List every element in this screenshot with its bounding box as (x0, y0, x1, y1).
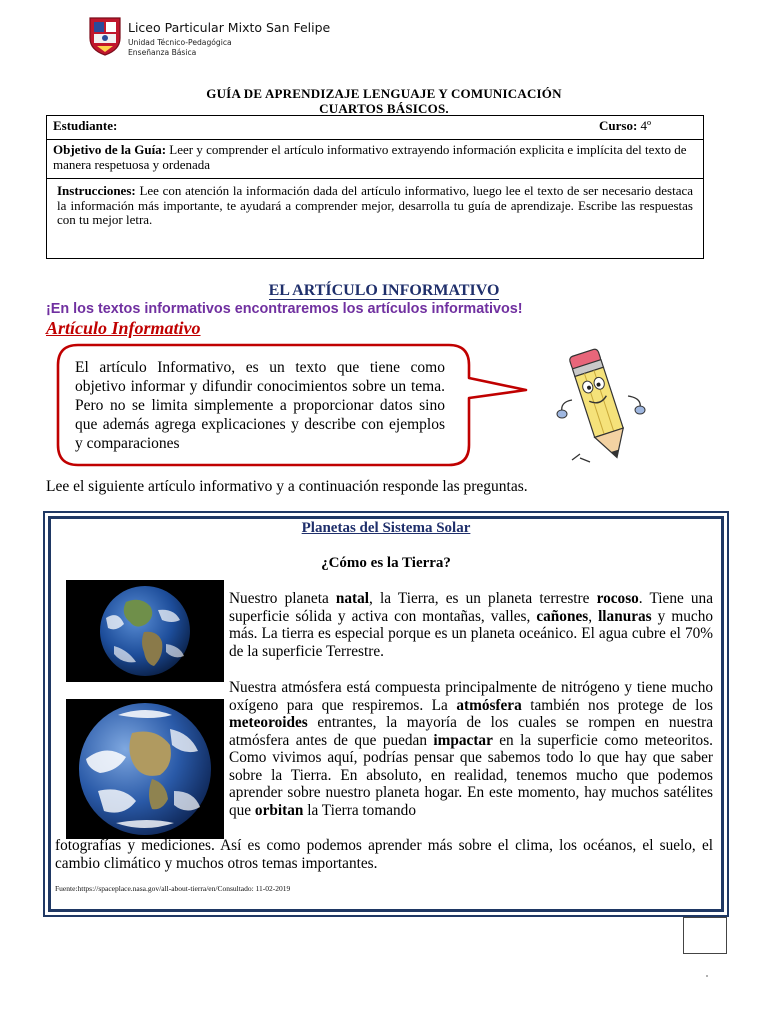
article-title-text: Planetas del Sistema Solar (301, 520, 471, 536)
page-dot (706, 975, 708, 977)
course-cell (599, 119, 651, 134)
text-run: , (588, 607, 599, 625)
student-row (47, 116, 703, 139)
bold-term: rocoso (596, 590, 639, 607)
objective-text: Leer y comprender el artículo informativo extrayendo información explicita e implícita del texto de manera respetuosa y ordenada (53, 142, 687, 172)
guide-title-line1: GUÍA DE APRENDIZAJE LENGUAJE Y COMUNICACIÓN (206, 86, 562, 101)
school-name: Liceo Particular Mixto San Felipe (128, 20, 331, 35)
text-run: . Tiene una superficie sólida y activa con montañas, valles, (229, 590, 713, 625)
school-level: Enseñanza Básica (128, 48, 197, 57)
info-table (46, 115, 704, 259)
definition-heading: Artículo Informativo (46, 318, 201, 338)
text-run: la Tierra tomando (303, 801, 416, 819)
section-title-text: EL ARTÍCULO INFORMATIVO (268, 282, 500, 299)
instructions-row (47, 178, 703, 258)
article-source: Fuente:https://spaceplace.nasa.gov/all-about-tierra/en/Consultado: 11-02-2019 (55, 884, 291, 893)
bold-term: orbitan (254, 801, 304, 819)
article-paragraph-2-continued: fotografías y mediciones. Así es como podemos aprender más sobre el clima, los océanos, el suelo, el cambio climático y muchos otros temas importantes. (55, 837, 713, 872)
text-run: Nuestra atmósfera está compuesta principalmente de nitrógeno y tiene mucho oxígeno para que respiremos. La (229, 679, 713, 714)
bold-term: cañones (536, 607, 589, 625)
text-run: , la Tierra, es un planeta terrestre (369, 590, 597, 607)
pencil-mascot-icon (550, 340, 650, 464)
school-unit: Unidad Técnico-Pedagógica (128, 38, 232, 47)
corner-box (683, 917, 727, 954)
bold-term: meteoroides (229, 714, 308, 731)
bold-term: natal (335, 590, 370, 607)
earth-image (66, 699, 224, 839)
article-paragraph-2 (229, 679, 713, 819)
course-value: 4º (640, 118, 652, 133)
article-title (48, 520, 724, 537)
earth-image (66, 580, 224, 682)
text-run: entrantes, la mayoría de los cuales se rompen en nuestra atmósfera antes de que puedan (229, 714, 713, 749)
objective-row (47, 139, 703, 178)
text-run: Nuestro planeta (229, 590, 336, 607)
instructions-label: Instrucciones: (57, 183, 136, 198)
school-crest-logo (88, 16, 122, 56)
read-prompt: Lee el siguiente artículo informativo y a continuación responde las preguntas. (46, 478, 528, 495)
course-label: Curso: (599, 118, 638, 133)
article-paragraph-1 (229, 590, 713, 660)
bold-term: atmósfera (456, 696, 522, 714)
bold-term: llanuras (598, 607, 652, 625)
article-subtitle: ¿Cómo es la Tierra? (321, 555, 451, 571)
text-run: y mucho más. La tierra es especial porque es un planeta oceánico. El agua cubre el 70% de la superficie Terrestre. (229, 607, 713, 660)
instructions-text: Lee con atención la información dada del artículo informativo, luego lee el texto de ser necesario destaca la información más importante, te ayudará a comprender mejor, desarrolla tu guía de aprendizaje. Escribe las respuestas con tu mejor letra. (57, 183, 693, 227)
section-title (0, 282, 768, 300)
intro-line: ¡En los textos informativos encontraremos los artículos informativos! (46, 301, 523, 317)
student-label: Estudiante: (53, 118, 118, 133)
text-run: en la superficie como meteoritos. Como vivimos aquí, podrías pensar que sabemos todo lo que hay que saber sobre la Tierra. En absoluto, en realidad, tenemos mucho que podemos aprender sobre nuestro planeta hogar. En este momento, hay muchos satélites que (229, 731, 713, 819)
definition-text: El artículo Informativo, es un texto que tiene como objetivo informar y difundir conocimientos sobre un tema. Pero no se limita simplemente a proporcionar datos sino que además agrega explicaciones y describe con ejemplos y comparaciones (75, 359, 445, 452)
guide-title-line2: CUARTOS BÁSICOS. (319, 101, 449, 116)
bold-term: impactar (433, 731, 493, 749)
text-run: también nos protege de los (521, 696, 713, 714)
objective-label: Objetivo de la Guía: (53, 142, 167, 157)
